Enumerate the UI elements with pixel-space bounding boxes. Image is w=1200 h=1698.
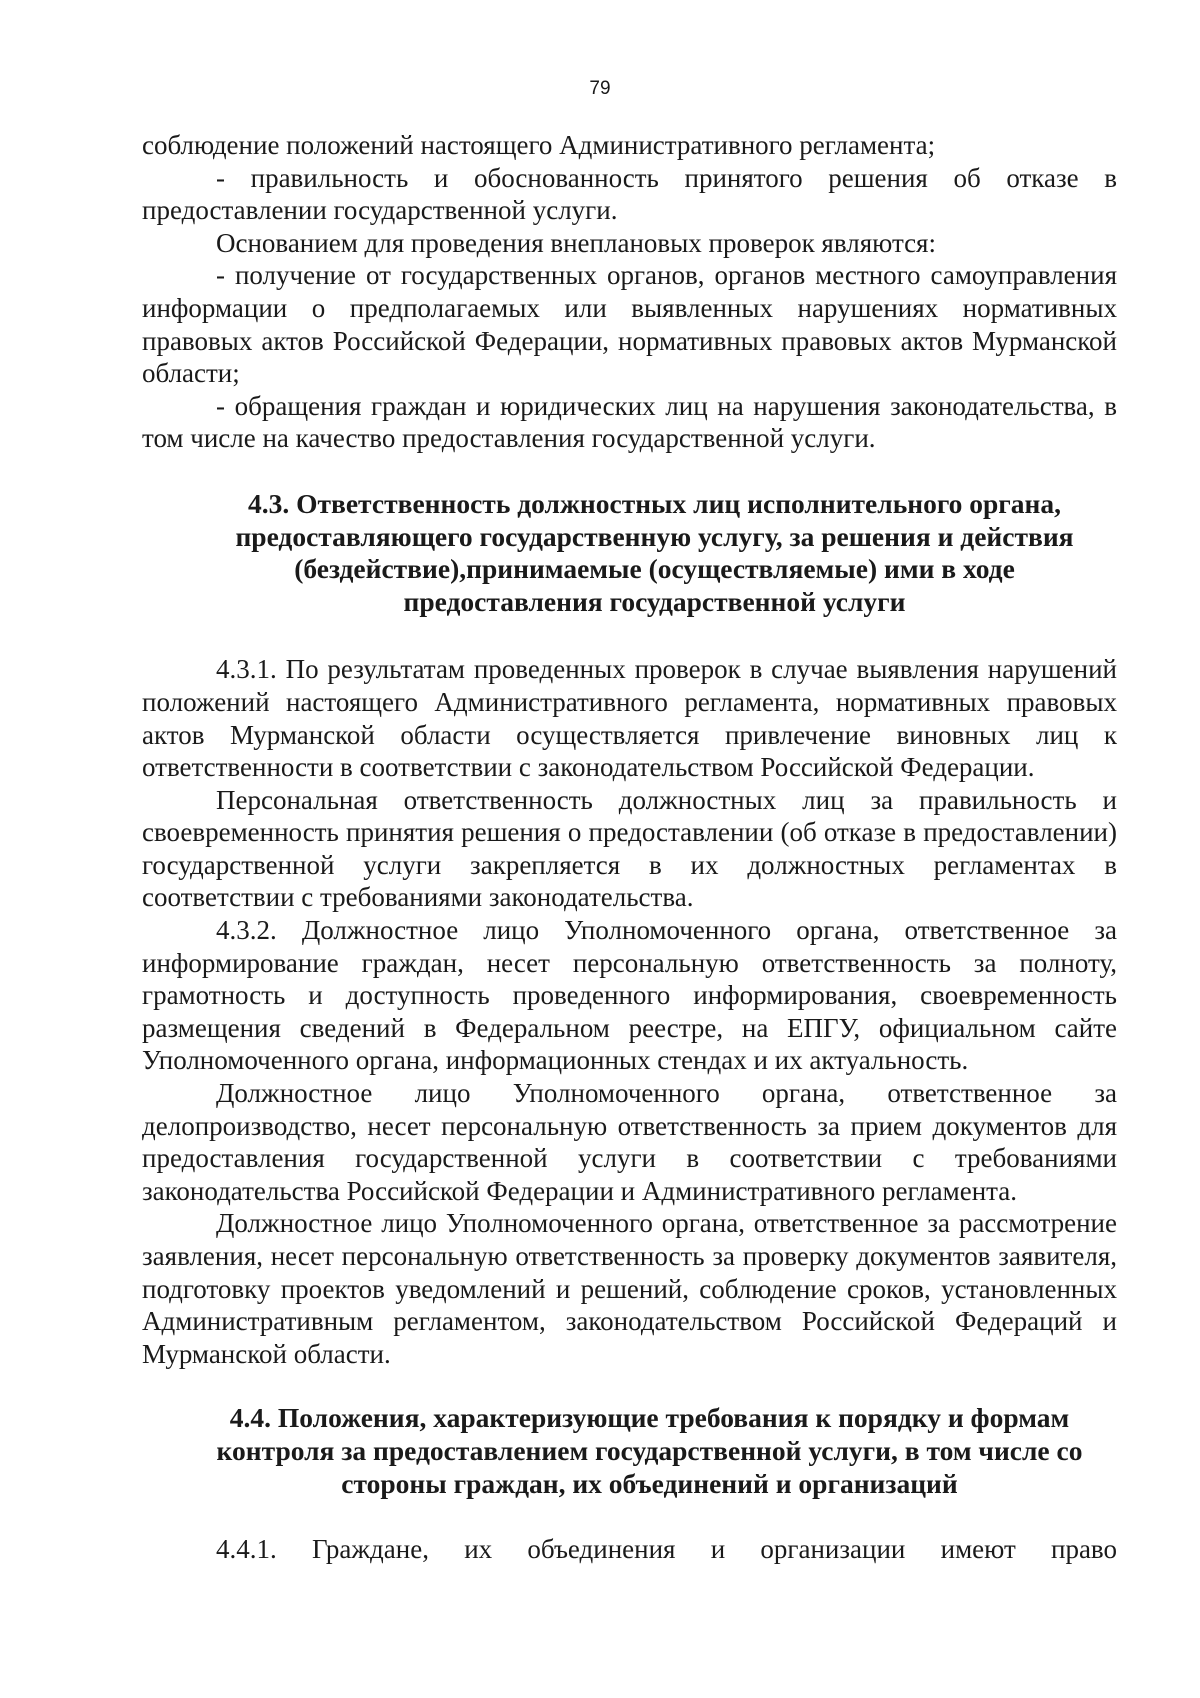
paragraph: соблюдение положений настоящего Административного регламента;	[142, 130, 936, 160]
paragraph: - обращения граждан и юридических лиц на нарушения законодательства, в том числе на качество предоставления государственной услуги.	[142, 390, 1117, 454]
section-heading-4-4: 4.4. Положения, характеризующие требования к порядку и формам контроля за предоставлением государственной услуги, в том числе со стороны граждан, их объединений и организаций	[216, 1402, 1083, 1499]
paragraph: Должностное лицо Уполномоченного органа, ответственное за рассмотрение заявления, несет персональную ответственность за проверку документов заявителя, подготовку проектов уведомлений и решений, соблюдение сроков, установленных Административным регламентом, законодательством Российской Федераций и Мурманской области.	[142, 1208, 1117, 1369]
paragraph: 4.3.2. Должностное лицо Уполномоченного органа, ответственное за информирование граждан, несет персональную ответственность за полноту, грамотность и доступность проведенного информирования, своевременность размещения сведений в Федеральном реестре, на ЕПГУ, официальном сайте Уполномоченного органа, информационных стендах и их актуальность.	[142, 915, 1117, 1076]
page-number: 79	[589, 78, 611, 99]
paragraph: Персональная ответственность должностных лиц за правильность и своевременность принятия решения о предоставлении (об отказе в предоставлении) государственной услуги закрепляется в их должностных регламентах в соответствии с требованиями законодательства.	[142, 784, 1117, 913]
paragraph: - правильность и обоснованность принятого решения об отказе в предоставлении государственной услуги.	[142, 162, 1117, 226]
section-heading-4-3: 4.3. Ответственность должностных лиц исполнительного органа, предоставляющего государственную услугу, за решения и действия (бездействие),принимаемые (осуществляемые) ими в ходе предоставления государственной услуги	[235, 487, 1074, 617]
paragraph: - получение от государственных органов, органов местного самоуправления информации о предполагаемых или выявленных нарушениях нормативных правовых актов Российской Федерации, нормативных правовых актов Мурманской области;	[142, 260, 1117, 389]
document-body	[142, 129, 1117, 1566]
paragraph: 4.3.1. По результатам проведенных проверок в случае выявления нарушений положений настоящего Административного регламента, нормативных правовых актов Мурманской области осуществляется привлечение виновных лиц к ответственности в соответствии с законодательством Российской Федерации.	[142, 654, 1117, 783]
paragraph: 4.4.1. Граждане, их объединения и организации имеют право	[216, 1534, 1117, 1565]
paragraph: Основанием для проведения внеплановых проверок являются:	[216, 227, 936, 258]
paragraph: Должностное лицо Уполномоченного органа, ответственное за делопроизводство, несет персональную ответственность за прием документов для предоставления государственной услуги в соответствии с требованиями законодательства Российской Федерации и Административного регламента.	[142, 1078, 1117, 1206]
